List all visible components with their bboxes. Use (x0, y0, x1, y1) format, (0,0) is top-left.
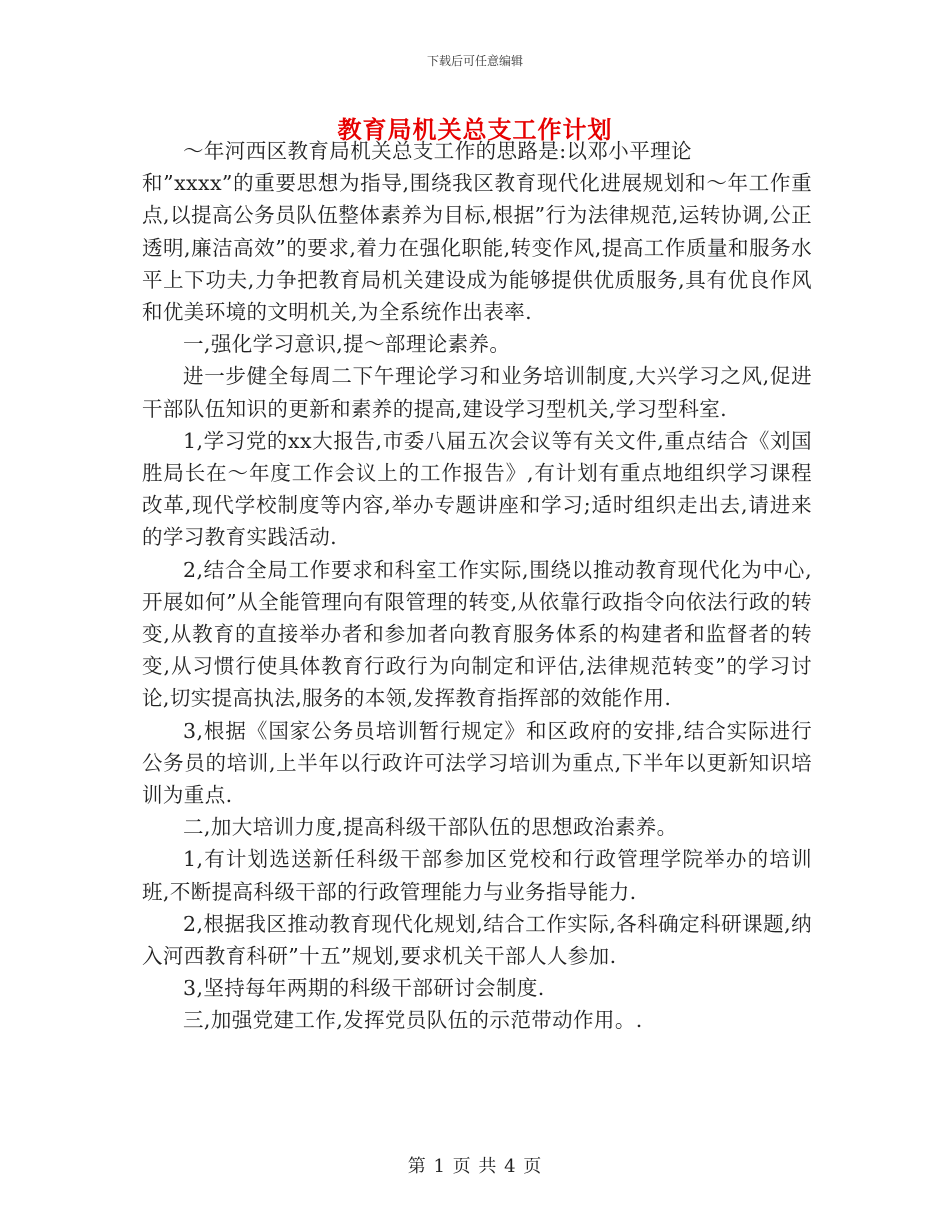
document-title: 教育局机关总支工作计划 (337, 115, 613, 144)
paragraph: 进一步健全每周二下午理论学习和业务培训制度,大兴学习之风,促进干部队伍知识的更新和素养的提高,建设学习型机关,学习型科室. (142, 364, 812, 421)
section-heading-2: 二,加大培训力度,提高科级干部队伍的思想政治素养。 (183, 815, 678, 840)
paragraph: 1,学习党的xx大报告,市委八届五次会议等有关文件,重点结合《刘国胜局长在～年度工作会议上的工作报告》,有计划有重点地组织学习课程改革,现代学校制度等内容,举办专题讲座和学习;适时组织走出去,请进来的学习教育实践活动. (142, 428, 812, 550)
paragraph: 3,坚持每年两期的科级干部研讨会制度. (183, 976, 545, 1001)
document-body (142, 135, 812, 1037)
paragraph: 2,结合全局工作要求和科室工作实际,围绕以推动教育现代化为中心,开展如何”从全能管理向有限管理的转变,从依靠行政指令向依法行政的转变,从教育的直接举办者和参加者向教育服务体系的构建者和监督者的转变,从习惯行使具体教育行政行为向制定和评估,法律规范转变”的学习讨论,切实提高执法,服务的本领,发挥教育指挥部的效能作用. (142, 557, 812, 711)
paragraph: 1,有计划选送新任科级干部参加区党校和行政管理学院举办的培训班,不断提高科级干部的行政管理能力与业务指导能力. (142, 847, 812, 904)
header-note: 下载后可任意编辑 (426, 54, 523, 68)
section-heading-1: 一,强化学习意识,提～部理论素养。 (183, 332, 511, 357)
page-number: 第 1 页 共 4 页 (407, 1156, 543, 1177)
section-heading-3: 三,加强党建工作,发挥党员队伍的示范带动作用。. (183, 1008, 643, 1033)
paragraph-intro-continued: 和”xxxx”的重要思想为指导,围绕我区教育现代化进展规划和～年工作重点,以提高公务员队伍整体素养为目标,根据”行为法律规范,运转协调,公正透明,廉洁高效”的要求,着力在强化职能,转变作风,提高工作质量和服务水平上下功夫,力争把教育局机关建设成为能够提供优质服务,具有优良作风和优美环境的文明机关,为全系统作出表率. (142, 171, 812, 325)
paragraph: 3,根据《国家公务员培训暂行规定》和区政府的安排,结合实际进行公务员的培训,上半年以行政许可法学习培训为重点,下半年以更新知识培训为重点. (142, 718, 812, 808)
paragraph-intro: ～年河西区教育局机关总支工作的思路是:以邓小平理论 (183, 139, 692, 163)
paragraph: 2,根据我区推动教育现代化规划,结合工作实际,各科确定科研课题,纳入河西教育科研”十五”规划,要求机关干部人人参加. (142, 911, 812, 969)
